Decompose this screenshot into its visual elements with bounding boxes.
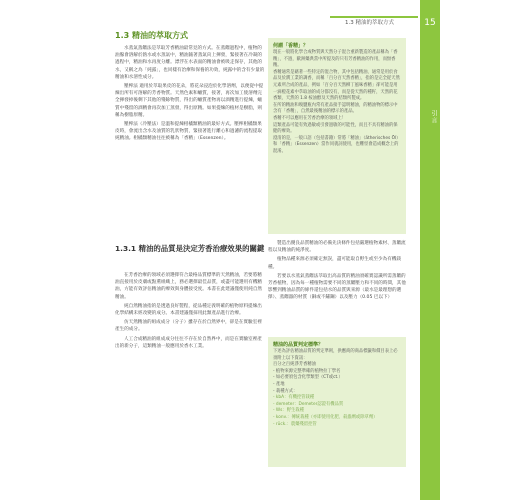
box-body (268, 349, 406, 428)
paragraph: 在芳香治療的領域必須選擇符合最格品質標準的天然精油，若要將精油直接用於皮膚或點熏組織上，務必選擇最佳品質，或盡可能選用有機精油，方能有效評估精油的療效與身體接受度。本書在此建議僅使用純自然精油。 (115, 273, 263, 300)
box-line: 現在一般將化學合成物質與天然分子混合重新製造的產品稱為「香精」，不過，歐洲藥典當中所提及的只有芳香精油的作用，而無香精。 (273, 50, 398, 69)
box-title: 何謂「香精」？ (273, 43, 309, 49)
paragraph: 壓榨法 適用於萃取果皮的花朵，將花朵浸泡於化學溶劑，以便從中提煉出所有可溶解的芳香物質。天然色素和蠟質，接著，再次加工使溶劑完全揮發掉後剩下其他的殘餘物質，得出的蠟質產物再以酒精進行提煉，蠟質中殘留的酒精會再次加工蒸發，得出原精。如果提煉的植材是樹脂，則稱為樹脂原精。 (115, 84, 264, 118)
box-line: 這類產品可能有致過敏或引發過敏的可能性，而且不具有精油的保健的療效。 (273, 122, 398, 135)
box-line: 香精通常是藉著一些特定的混合物，其中包括精油、通常是用於食品及於潤工業的調香，而稱「百分百天然香精」，指的是完全從天然元素所合成的產品，例如「百分百天然柳丁風味香精」卻可能是用一滴橙花素中萃取油的成分都沒有，而是從天然的種籽，天然的花香類、天然的 1.8 桉油醇及天然的桔類所製成。 (273, 69, 400, 102)
box-line: - 如必要須包含化學類型（CT或ct.） (273, 375, 343, 381)
page-number: 15 (424, 18, 436, 28)
left-column-top (115, 45, 265, 145)
paragraph: 若要以水蒸氣蒸餾法萃取出高品質的精油須確實認識所需蒸餾的芳香植物，因為每一種植物需要不同的蒸餾壓力和不同的時間，其他影響到精油品質的條件還包括水的品質與來源（最水是最理想的選擇）、蒸餾器的材質（銅或不鏽鋼）以及壓力（0.05 巴以下） (268, 273, 406, 301)
paragraph: 人工合成精油的組成成分往往不存在於自然界中，而是在實驗室裡產出的新分子，這類精油一般應用於香水工業。 (115, 336, 262, 349)
right-column-mid (268, 240, 408, 304)
paragraph: 植物品種來源必須確定無誤，盡可能取自野生或至少為有機栽種。 (268, 257, 402, 270)
box-line: 在所的精油和嗅鹽瓶內常有產品接手認明精油，的精油物的標示中含有「香精」，自然最後精油的標示的產品。 (273, 102, 398, 115)
box-line: - 產地 (273, 381, 285, 387)
box-line: 香精不可以應用在芳香治療的領域上！ (273, 115, 347, 121)
box-line: - rück.：農藥殘留控管 (273, 421, 317, 427)
chapter-tab-bar (420, 0, 440, 500)
paragraph: 壓榨法（冷壓法）是溫和提煉柑橘類精油的最好方式。壓榨柑橘類果皮時，會流出含水及油質的乳狀物質，緊接著進行離心和過濾的流程提取純精油。柑橘類精油往往被稱為「香精」（Essenzen）。 (115, 122, 263, 142)
box-line: - 栽種方式： (273, 388, 298, 394)
box-line: 下述為評估精油品質的判定準則，供應商的商品標籤和價目表上必須附上以下資訊： (273, 349, 398, 361)
paragraph: 仿天然精油的組成成分（分子）雖存在於自然界中，卻是在實驗室裡產生的成分。 (115, 320, 262, 333)
paragraph: 純自然精油指的是透過良好製程，從品種定義明確的植物原料提煉出化學結構未經改變的成分。本書建議僅採用此類產品進行治療。 (115, 303, 262, 317)
info-box-quality (268, 337, 406, 467)
box-line: 澄清的是，一般口語（包括書籍）常將「精油」（ätherisches Öl）和「香精」（Essenzen）當作同義詞使用，也難怪會造成概念上的混淆。 (273, 135, 401, 154)
side-tab-label: 引言 (430, 110, 437, 124)
info-box-fragrance (268, 38, 406, 234)
box-line: - kbA：有機控管栽種 (273, 395, 315, 401)
paragraph: 水蒸氣蒸餾法是萃取芳香精油最常見的方式。在蒸餾過程中，植物的油腺會溶解於熱水或水蒸氣中，精油隨著蒸氣向上揮發，緊接著在冷凝的過程中，精油和水再度分離。漂浮在水表面的精油會被吸走保存，其他的水，又稱之為「純露」，也同樣有治療和保養的功效，純露中的含有少量的精油和水溶性成分。 (115, 46, 265, 80)
subsection-title: 1.3.1 精油的品質是決定芳香治療效果的關鍵 (115, 244, 265, 253)
box-line: 百分之百純淨芳香精油 (273, 362, 316, 368)
running-head: 1.3 精油的萃取方式 (345, 20, 394, 26)
box-body (268, 50, 406, 156)
left-column-bottom (115, 272, 265, 352)
box-line: - 植物來源完整準確的植物拉丁學名 (273, 368, 341, 374)
box-line: - Ws：野生栽種 (273, 408, 304, 414)
box-line: - konv.：傳統栽種（亦即使用化肥、殺蟲劑或除草劑） (273, 414, 378, 420)
box-title: 精油的品質判定標準？ (273, 342, 324, 348)
box-line: - demeter：Demeter認證有機品質 (273, 401, 344, 407)
section-title: 1.3 精油的萃取方式 (115, 31, 188, 40)
paragraph: 製造出優良品質精油的必備先決條件包括嚴選植物素材、蒸餾流程以及精油的純淨度。 (268, 241, 406, 254)
